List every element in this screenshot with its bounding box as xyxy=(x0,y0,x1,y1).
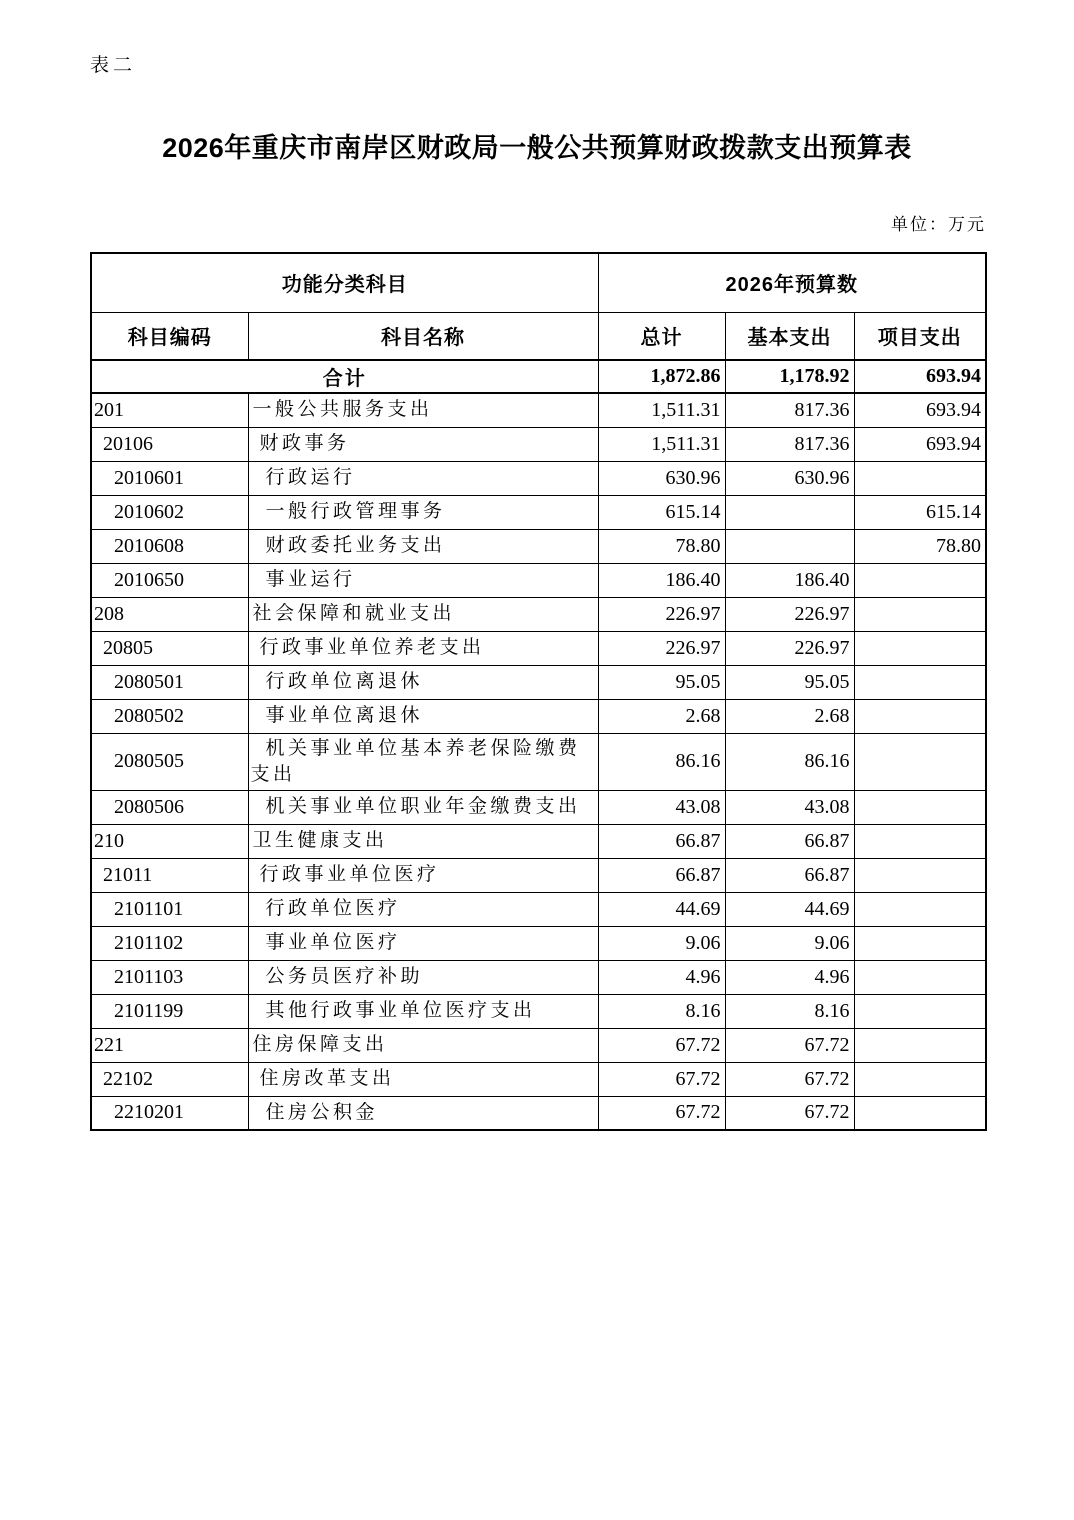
cell-subject-name: 机关事业单位职业年金缴费支出 xyxy=(248,790,598,824)
cell-total-amount: 9.06 xyxy=(598,926,725,960)
cell-basic-expenditure: 2.68 xyxy=(725,699,854,733)
cell-basic-expenditure: 817.36 xyxy=(725,427,854,461)
cell-total-amount: 44.69 xyxy=(598,892,725,926)
table-row xyxy=(91,960,986,994)
table-row xyxy=(91,699,986,733)
cell-basic-expenditure: 66.87 xyxy=(725,824,854,858)
header-function-category: 功能分类科目 xyxy=(91,253,598,312)
cell-basic-expenditure: 226.97 xyxy=(725,631,854,665)
cell-subject-code: 2101101 xyxy=(91,892,248,926)
header-subject-name: 科目名称 xyxy=(248,312,598,360)
header-columns-row xyxy=(91,312,986,360)
total-row-project: 693.94 xyxy=(854,360,986,393)
cell-total-amount: 226.97 xyxy=(598,597,725,631)
cell-basic-expenditure: 9.06 xyxy=(725,926,854,960)
table-row xyxy=(91,529,986,563)
header-basic-expenditure: 基本支出 xyxy=(725,312,854,360)
cell-project-expenditure xyxy=(854,994,986,1028)
cell-project-expenditure xyxy=(854,563,986,597)
cell-subject-name: 住房公积金 xyxy=(248,1096,598,1130)
cell-subject-name: 行政事业单位医疗 xyxy=(248,858,598,892)
cell-basic-expenditure: 95.05 xyxy=(725,665,854,699)
table-row xyxy=(91,563,986,597)
cell-total-amount: 86.16 xyxy=(598,733,725,790)
cell-subject-name: 社会保障和就业支出 xyxy=(248,597,598,631)
cell-project-expenditure xyxy=(854,1062,986,1096)
cell-project-expenditure: 78.80 xyxy=(854,529,986,563)
cell-total-amount: 615.14 xyxy=(598,495,725,529)
cell-basic-expenditure: 67.72 xyxy=(725,1096,854,1130)
cell-total-amount: 226.97 xyxy=(598,631,725,665)
cell-total-amount: 2.68 xyxy=(598,699,725,733)
cell-total-amount: 1,511.31 xyxy=(598,393,725,427)
page-title: 2026年重庆市南岸区财政局一般公共预算财政拨款支出预算表 xyxy=(162,133,912,163)
cell-subject-name: 事业单位离退休 xyxy=(248,699,598,733)
header-total: 总计 xyxy=(598,312,725,360)
table-row xyxy=(91,994,986,1028)
cell-basic-expenditure: 4.96 xyxy=(725,960,854,994)
cell-project-expenditure xyxy=(854,597,986,631)
cell-subject-code: 210 xyxy=(91,824,248,858)
cell-project-expenditure: 615.14 xyxy=(854,495,986,529)
table-row xyxy=(91,495,986,529)
table-row xyxy=(91,824,986,858)
header-group-row xyxy=(91,253,986,312)
cell-subject-code: 2080501 xyxy=(91,665,248,699)
table-row xyxy=(91,393,986,427)
cell-subject-code: 2010601 xyxy=(91,461,248,495)
table-header xyxy=(91,253,986,360)
cell-subject-name: 卫生健康支出 xyxy=(248,824,598,858)
total-row xyxy=(91,360,986,393)
cell-subject-name: 一般行政管理事务 xyxy=(248,495,598,529)
cell-basic-expenditure: 186.40 xyxy=(725,563,854,597)
cell-project-expenditure: 693.94 xyxy=(854,427,986,461)
cell-project-expenditure xyxy=(854,824,986,858)
cell-project-expenditure xyxy=(854,665,986,699)
cell-project-expenditure xyxy=(854,858,986,892)
cell-basic-expenditure: 817.36 xyxy=(725,393,854,427)
cell-total-amount: 67.72 xyxy=(598,1096,725,1130)
cell-subject-name: 其他行政事业单位医疗支出 xyxy=(248,994,598,1028)
cell-subject-code: 2010650 xyxy=(91,563,248,597)
cell-basic-expenditure: 630.96 xyxy=(725,461,854,495)
table-row xyxy=(91,665,986,699)
cell-total-amount: 78.80 xyxy=(598,529,725,563)
cell-project-expenditure xyxy=(854,699,986,733)
cell-subject-code: 221 xyxy=(91,1028,248,1062)
cell-total-amount: 186.40 xyxy=(598,563,725,597)
cell-subject-code: 20805 xyxy=(91,631,248,665)
cell-subject-name: 事业运行 xyxy=(248,563,598,597)
cell-project-expenditure xyxy=(854,790,986,824)
cell-project-expenditure xyxy=(854,926,986,960)
cell-subject-code: 201 xyxy=(91,393,248,427)
table-row xyxy=(91,892,986,926)
cell-subject-name: 行政单位离退休 xyxy=(248,665,598,699)
cell-subject-name: 事业单位医疗 xyxy=(248,926,598,960)
table-row xyxy=(91,1062,986,1096)
cell-subject-name: 财政委托业务支出 xyxy=(248,529,598,563)
cell-subject-name: 公务员医疗补助 xyxy=(248,960,598,994)
table-row xyxy=(91,1096,986,1130)
cell-subject-code: 2080505 xyxy=(91,733,248,790)
cell-basic-expenditure: 86.16 xyxy=(725,733,854,790)
cell-total-amount: 95.05 xyxy=(598,665,725,699)
cell-project-expenditure xyxy=(854,631,986,665)
cell-project-expenditure xyxy=(854,960,986,994)
cell-subject-code: 2010602 xyxy=(91,495,248,529)
cell-basic-expenditure xyxy=(725,529,854,563)
cell-subject-name: 财政事务 xyxy=(248,427,598,461)
cell-basic-expenditure: 43.08 xyxy=(725,790,854,824)
cell-subject-name: 行政运行 xyxy=(248,461,598,495)
table-body xyxy=(91,360,986,1130)
cell-total-amount: 630.96 xyxy=(598,461,725,495)
cell-basic-expenditure: 226.97 xyxy=(725,597,854,631)
table-row xyxy=(91,926,986,960)
cell-project-expenditure xyxy=(854,1028,986,1062)
cell-basic-expenditure: 67.72 xyxy=(725,1028,854,1062)
table-row xyxy=(91,427,986,461)
table-row xyxy=(91,1028,986,1062)
cell-subject-name: 行政单位医疗 xyxy=(248,892,598,926)
cell-total-amount: 8.16 xyxy=(598,994,725,1028)
cell-subject-code: 2101199 xyxy=(91,994,248,1028)
table-row xyxy=(91,597,986,631)
budget-table xyxy=(90,252,987,1131)
cell-subject-code: 22102 xyxy=(91,1062,248,1096)
header-subject-code: 科目编码 xyxy=(91,312,248,360)
cell-subject-code: 208 xyxy=(91,597,248,631)
cell-project-expenditure: 693.94 xyxy=(854,393,986,427)
cell-project-expenditure xyxy=(854,733,986,790)
cell-total-amount: 4.96 xyxy=(598,960,725,994)
cell-total-amount: 66.87 xyxy=(598,858,725,892)
cell-basic-expenditure: 67.72 xyxy=(725,1062,854,1096)
cell-subject-code: 2080506 xyxy=(91,790,248,824)
cell-total-amount: 67.72 xyxy=(598,1062,725,1096)
table-row xyxy=(91,858,986,892)
cell-basic-expenditure xyxy=(725,495,854,529)
table-row xyxy=(91,461,986,495)
table-row xyxy=(91,790,986,824)
table-row xyxy=(91,631,986,665)
cell-basic-expenditure: 44.69 xyxy=(725,892,854,926)
cell-subject-code: 20106 xyxy=(91,427,248,461)
cell-basic-expenditure: 8.16 xyxy=(725,994,854,1028)
cell-subject-name: 一般公共服务支出 xyxy=(248,393,598,427)
cell-subject-name: 行政事业单位养老支出 xyxy=(248,631,598,665)
cell-subject-code: 2010608 xyxy=(91,529,248,563)
cell-project-expenditure xyxy=(854,892,986,926)
cell-project-expenditure xyxy=(854,1096,986,1130)
cell-subject-code: 2210201 xyxy=(91,1096,248,1130)
cell-subject-code: 21011 xyxy=(91,858,248,892)
cell-total-amount: 66.87 xyxy=(598,824,725,858)
cell-subject-name: 住房改革支出 xyxy=(248,1062,598,1096)
cell-subject-name: 机关事业单位基本养老保险缴费支出 xyxy=(248,733,598,790)
table-number-label: 表二 xyxy=(90,54,137,76)
cell-total-amount: 67.72 xyxy=(598,1028,725,1062)
unit-note: 单位：万元 xyxy=(891,215,986,235)
total-row-label: 合计 xyxy=(91,360,598,393)
header-budget-2026: 2026年预算数 xyxy=(598,253,986,312)
header-project-expenditure: 项目支出 xyxy=(854,312,986,360)
cell-subject-code: 2101102 xyxy=(91,926,248,960)
cell-subject-name: 住房保障支出 xyxy=(248,1028,598,1062)
total-row-basic: 1,178.92 xyxy=(725,360,854,393)
cell-project-expenditure xyxy=(854,461,986,495)
cell-subject-code: 2080502 xyxy=(91,699,248,733)
cell-total-amount: 43.08 xyxy=(598,790,725,824)
cell-basic-expenditure: 66.87 xyxy=(725,858,854,892)
table-row xyxy=(91,733,986,790)
cell-subject-code: 2101103 xyxy=(91,960,248,994)
total-row-total: 1,872.86 xyxy=(598,360,725,393)
cell-total-amount: 1,511.31 xyxy=(598,427,725,461)
